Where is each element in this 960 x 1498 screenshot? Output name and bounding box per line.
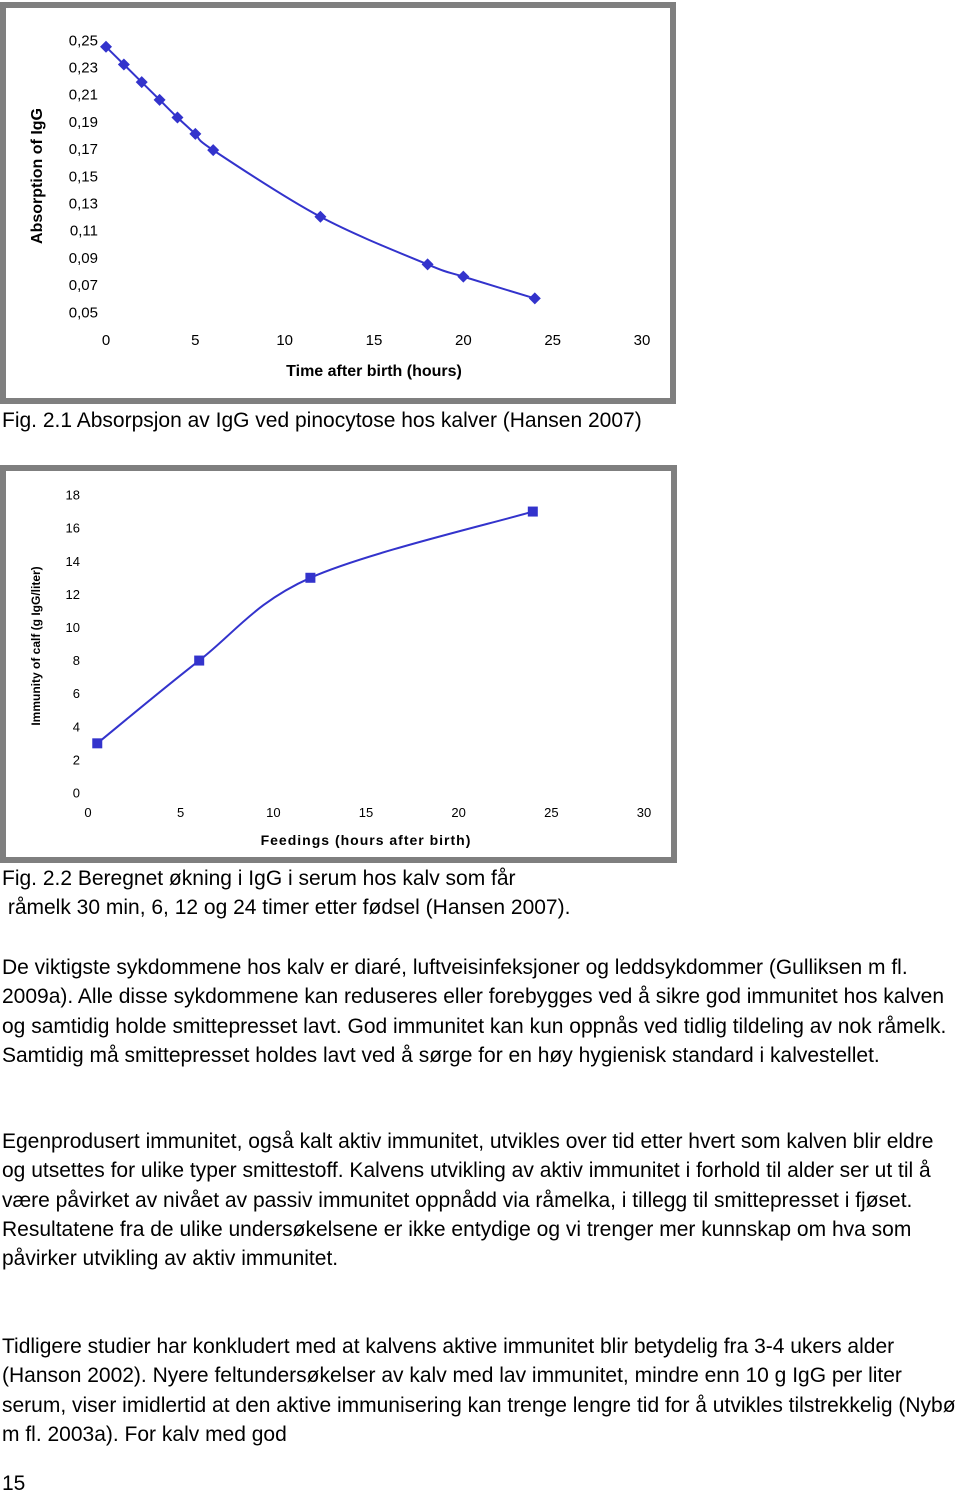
y-tick-label: 0,23	[68, 59, 98, 77]
paragraph-diseases: De viktigste sykdommene hos kalv er diaré, luftveisinfeksjoner og leddsykdommer (Gulliksen m fl. 2009a). Alle disse sykdommene kan reduseres eller forebygges ved å sikre god immunitet hos kalven og samtidig holde smittepresset lavt. God immunitet kan kun oppnås ved tidlig tildeling av nok råmelk. Samtidig må smittepresset holdes lavt ved å sørge for en høy hygienisk standard i kalvestellet.	[2, 956, 947, 1067]
x-tick-label: 20	[451, 805, 466, 820]
page-number: 15	[2, 1472, 26, 1495]
x-tick-label: 0	[84, 805, 92, 820]
paragraph-earlier-studies: Tidligere studier har konkludert med at kalvens aktive immunitet blir betydelig fra 3-4 ukers alder (Hanson 2002). Nyere feltundersøkelser av kalv med lav immunitet, mindre enn 10 g IgG per liter serum, viser imidlertid at den aktive immunisering kan trenge lengre tid for å utvikles tilstrekkelig (Nybø m fl. 2003a). For kalv med god	[2, 1335, 956, 1446]
paragraph-active-immunity: Egenprodusert immunitet, også kalt aktiv immunitet, utvikles over tid etter hvert som kalven blir eldre og utsettes for ulike typer smittestoff. Kalvens utvikling av aktiv immunitet i forhold til alder ser ut til å være påvirket av nivået av passiv immunitet oppnådd via råmelka, i tillegg til smittepresset i fjøset. Resultatene fra de ulike undersøkelsene er ikke entydige og vi trenger mer kunnskap om hva som påvirker utvikling av aktiv immunitet.	[2, 1130, 934, 1271]
data-point	[92, 738, 102, 748]
x-tick-label: 25	[544, 332, 562, 349]
x-tick-label: 0	[101, 332, 111, 349]
x-tick-label: 30	[636, 805, 652, 820]
x-tick-label: 5	[191, 332, 200, 349]
x-tick-label: 15	[358, 805, 374, 820]
y-axis-title: Absorption of IgG	[29, 108, 46, 244]
y-tick-label: 0,13	[68, 195, 98, 213]
x-axis-title: Feedings (hours after birth)	[260, 832, 472, 848]
y-tick-label: 10	[65, 619, 80, 635]
series-line	[97, 512, 533, 744]
y-tick-label: 0,15	[68, 168, 98, 186]
y-tick-label: 0,21	[68, 86, 98, 104]
data-point	[314, 211, 326, 223]
series-line	[106, 47, 535, 299]
figure-2-1-frame	[0, 2, 676, 404]
x-tick-label: 10	[266, 805, 281, 820]
y-tick-label: 0,19	[68, 113, 98, 131]
y-tick-label: 12	[65, 586, 80, 602]
y-tick-label: 4	[72, 719, 80, 735]
absorption-chart	[6, 8, 670, 398]
figure-2-2-caption	[2, 864, 570, 922]
y-tick-label: 14	[65, 553, 80, 569]
x-tick-label: 25	[544, 805, 559, 820]
y-tick-label: 0,11	[69, 222, 98, 240]
y-tick-label: 6	[72, 686, 80, 702]
data-point	[457, 271, 469, 283]
immunity-chart	[6, 471, 671, 857]
figure-2-2-caption-line-2: råmelk 30 min, 6, 12 og 24 timer etter fødsel (Hansen 2007).	[2, 896, 571, 919]
data-point	[529, 292, 541, 304]
data-point	[305, 573, 315, 583]
y-tick-label: 0,09	[68, 249, 98, 267]
x-tick-label: 30	[633, 332, 651, 349]
y-tick-label: 0,07	[68, 277, 98, 295]
y-tick-label: 8	[72, 653, 80, 669]
x-tick-label: 15	[365, 332, 383, 349]
y-axis-title: Immunity of calf (g IgG/liter)	[29, 566, 43, 726]
y-tick-label: 2	[72, 752, 80, 768]
y-tick-label: 0,17	[68, 141, 98, 159]
x-tick-label: 10	[276, 332, 294, 349]
x-tick-label: 20	[454, 332, 472, 349]
figure-2-1-caption: Fig. 2.1 Absorpsjon av IgG ved pinocytose hos kalver (Hansen 2007)	[2, 409, 642, 432]
figure-2-1-chart-area	[6, 8, 670, 398]
data-point	[422, 258, 434, 270]
x-tick-label: 5	[177, 805, 185, 820]
data-point	[528, 507, 538, 517]
figure-2-2-caption-line-1: Fig. 2.2 Beregnet økning i IgG i serum hos kalv som får	[2, 867, 516, 890]
x-axis-title: Time after birth (hours)	[286, 363, 462, 380]
figure-2-2-frame	[0, 465, 677, 863]
y-tick-label: 18	[65, 487, 80, 503]
y-tick-label: 16	[65, 520, 80, 536]
y-tick-label: 0,25	[68, 32, 98, 50]
y-tick-label: 0,05	[68, 304, 98, 322]
data-point	[194, 656, 204, 666]
y-tick-label: 0	[72, 785, 80, 801]
data-point	[207, 144, 219, 156]
figure-2-2-chart-area	[6, 471, 671, 857]
